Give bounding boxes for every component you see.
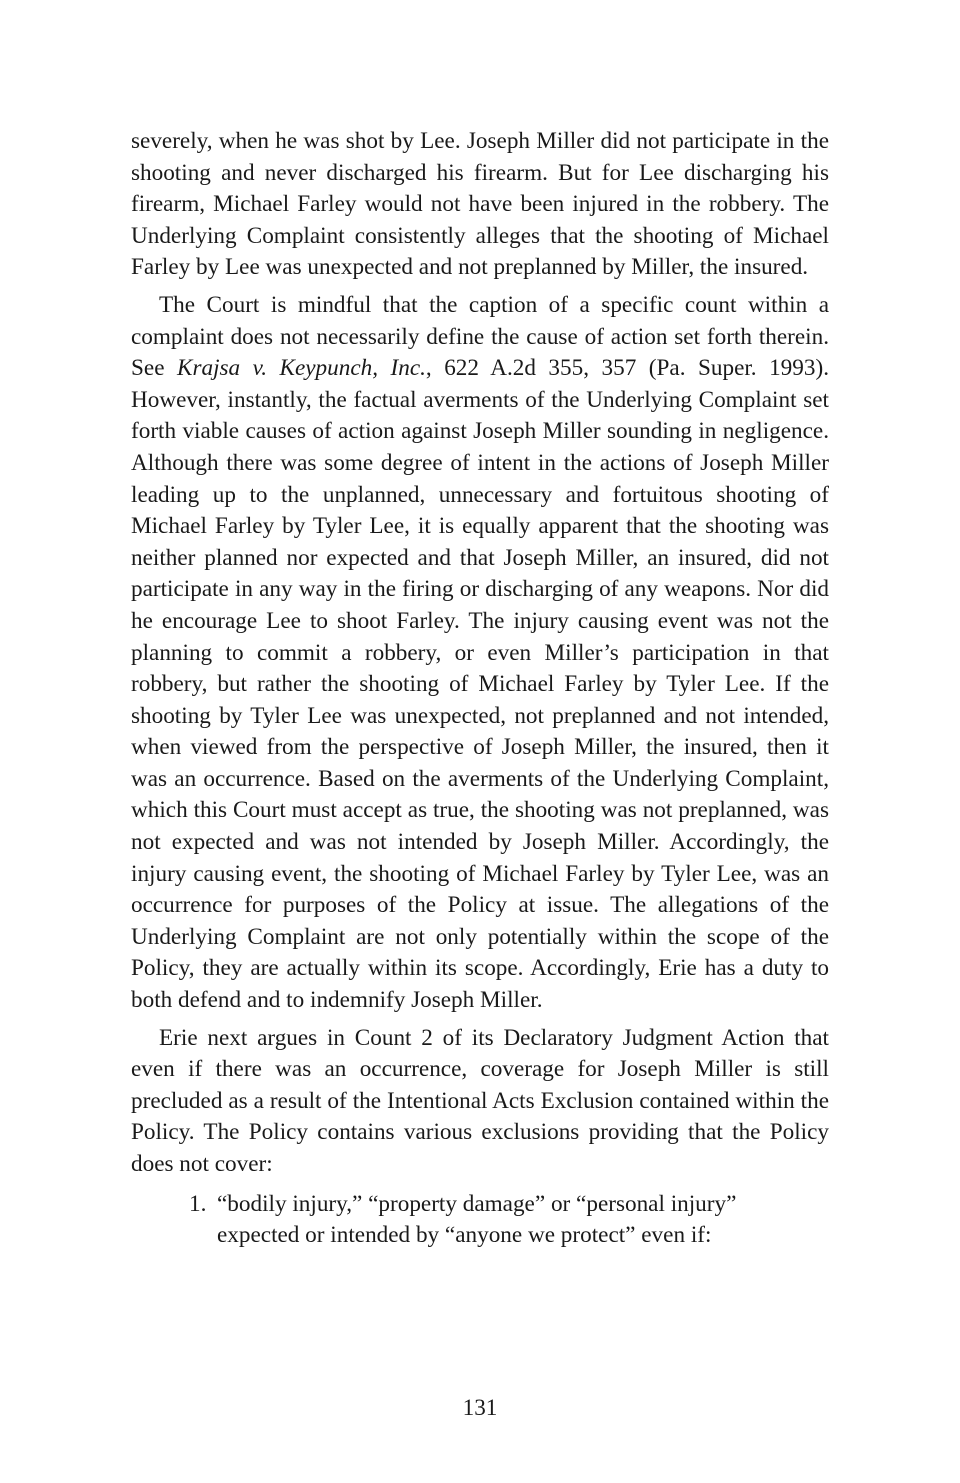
paragraph-2-text-b: , 622 A.2d 355, 357 (Pa. Super. 1993). However, instantly, the factual averments of the Underlying Complaint set forth viable causes of action against Joseph Miller sounding in negligence. Although there was some degree of intent in the actions of Joseph Miller leading up to the unplanned, unnecessary and fortuitous shooting of Michael Farley by Tyler Lee, it is equally apparent that the shooting was neither planned nor expected and that Joseph Miller, an insured, did not participate in any way in the firing or discharging of any weapons. Nor did he encourage Lee to shoot Farley. The injury causing event was not the planning to commit a robbery, or even Miller’s participation in that robbery, but rather the shooting of Michael Farley by Tyler Lee. If the shooting by Tyler Lee was unexpected, not preplanned and not intended, when viewed from the perspective of Joseph Miller, the insured, then it was an occurrence. Based on the averments of the Underlying Complaint, which this Court must accept as true, the shooting was not preplanned, was not expected and was not intended by Joseph Miller. Accordingly, the injury causing event, the shooting of Michael Farley by Tyler Lee, was an occurrence for purposes of the Policy at issue. The allegations of the Underlying Complaint are not only potentially within the scope of the Policy, they are actually within its scope. Accordingly, Erie has a duty to both defend and to indemnify Joseph Miller. (131, 355, 829, 1014)
list-item (131, 1189, 829, 1252)
list-item-text: “bodily injury,” “property damage” or “personal injury” expected or intended by “anyone we protect” even if: (217, 1190, 737, 1249)
list-item-number: 1. (189, 1190, 207, 1217)
exclusion-list (131, 1189, 829, 1252)
paragraph-3: Erie next argues in Count 2 of its Declaratory Judgment Action that even if there was an occurrence, coverage for Joseph Miller is still precluded as a result of the Intentional Acts Exclusion contained within the Policy. The Policy contains various exclusions providing that the Policy does not cover: (131, 1024, 829, 1177)
paragraph-2 (131, 290, 829, 1017)
paragraph-2-text-a: The Court is mindful that the caption of a specific count within a complaint does not necessarily define the cause of action set forth therein. See (131, 291, 829, 382)
document-body (131, 126, 829, 1252)
paragraph-1: severely, when he was shot by Lee. Joseph Miller did not participate in the shooting and never discharged his firearm. But for Lee discharging his firearm, Michael Farley would not have been injured in the robbery. The Underlying Complaint consistently alleges that the shooting of Michael Farley by Lee was unexpected and not preplanned by Miller, the insured. (131, 128, 829, 281)
page-number: 131 (462, 1395, 498, 1421)
case-citation-name: Krajsa v. Keypunch, Inc. (176, 355, 426, 382)
